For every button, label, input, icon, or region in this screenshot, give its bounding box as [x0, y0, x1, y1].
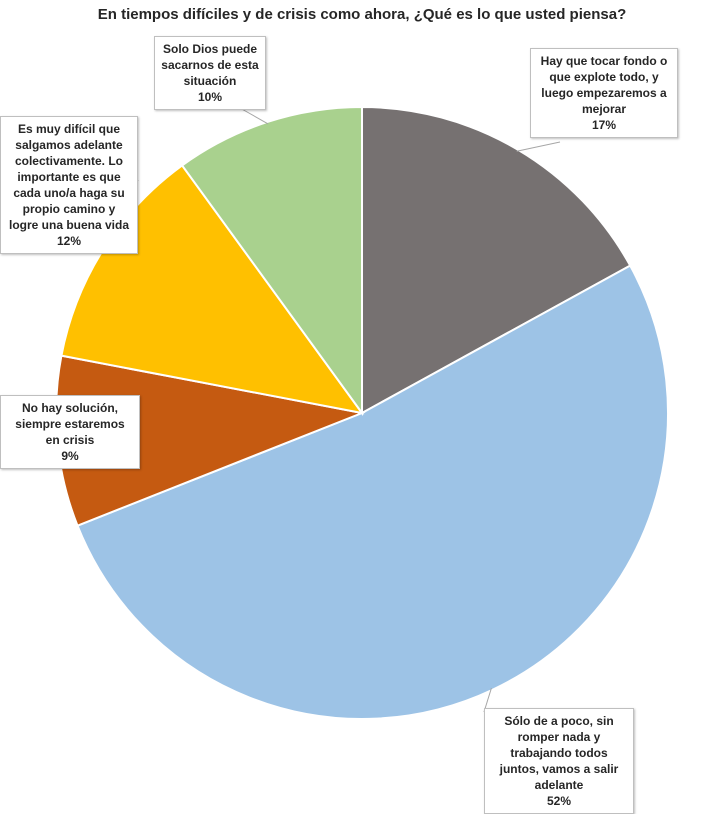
- slice-value-label: 17%: [591, 118, 617, 132]
- chart-title: En tiempos difíciles y de crisis como ahora, ¿Qué es lo que usted piensa?: [97, 6, 627, 23]
- slice-label: Es muy difícil que salgamos adelante colectivamente. Lo importante es que cada uno/a haga su propio camino y logre una buena vida: [8, 122, 130, 232]
- slice-value-label: 12%: [56, 234, 82, 248]
- slice-value-label: 52%: [546, 794, 572, 808]
- slice-value-label: 10%: [197, 90, 223, 104]
- slice-value-label: 9%: [61, 449, 79, 463]
- callout-tocar-fondo: [530, 48, 678, 138]
- callout-solo-dios: [154, 36, 266, 110]
- callout-no-hay-solucion: [0, 395, 140, 469]
- callout-muy-dificil: [0, 116, 138, 254]
- callout-de-a-poco: [484, 708, 634, 814]
- slice-label: Sólo de a poco, sin romper nada y trabajando todos juntos, vamos a salir adelante: [499, 714, 619, 792]
- leader-line: [240, 108, 268, 124]
- slice-label: Solo Dios puede sacarnos de esta situación: [161, 42, 259, 88]
- slice-label: Hay que tocar fondo o que explote todo, y luego empezaremos a mejorar: [540, 54, 668, 116]
- slice-label: No hay solución, siempre estaremos en crisis: [15, 401, 125, 447]
- leader-line: [517, 142, 560, 151]
